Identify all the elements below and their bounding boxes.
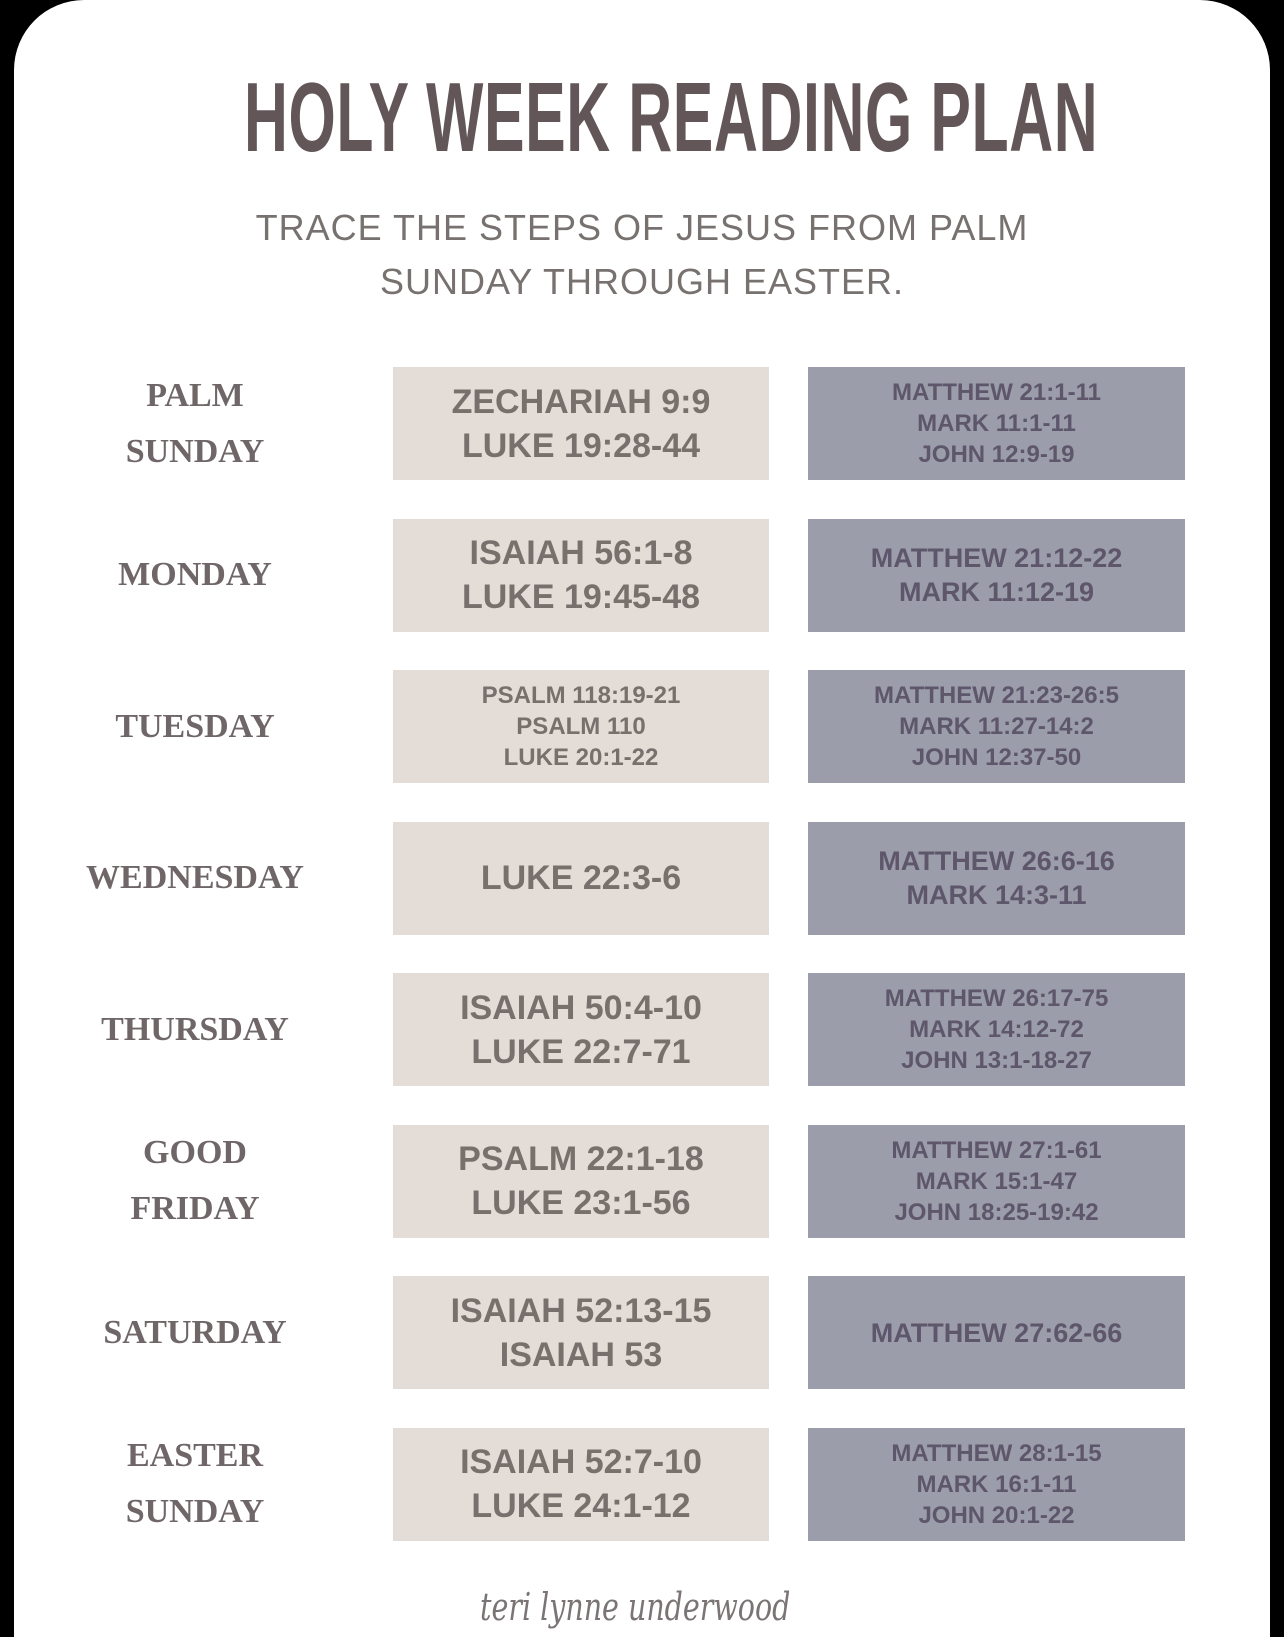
gospel-reading-line: MARK 11:1-11	[917, 410, 1076, 437]
old-testament-reading-line: ISAIAH 52:7-10	[460, 1443, 702, 1481]
gospel-reading	[808, 1125, 1185, 1238]
old-testament-reading-line: LUKE 22:3-6	[480, 859, 682, 897]
gospel-reading-line: MATTHEW 26:6-16	[878, 846, 1115, 876]
old-testament-reading-line: ZECHARIAH 9:9	[451, 382, 711, 421]
old-testament-reading-line: ISAIAH 50:4-10	[460, 988, 702, 1027]
gospel-reading-line: JOHN 12:9-19	[918, 441, 1075, 468]
day-label	[40, 670, 350, 783]
gospel-reading-line: MATTHEW 27:62-66	[870, 1317, 1123, 1348]
day-label-line: SATURDAY	[103, 1313, 287, 1351]
day-label-line: THURSDAY	[101, 1010, 289, 1048]
old-testament-reading	[393, 670, 769, 783]
day-label-line: EASTER	[126, 1437, 264, 1474]
gospel-reading-line: MARK 11:12-19	[898, 577, 1095, 607]
gospel-reading-line: MARK 11:27-14:2	[899, 713, 1094, 740]
day-label	[40, 1276, 350, 1389]
old-testament-reading-line: LUKE 22:7-71	[471, 1032, 691, 1071]
day-label-line: PALM	[146, 376, 244, 414]
gospel-reading-line: MATTHEW 26:17-75	[884, 985, 1109, 1012]
day-label-line: MONDAY	[118, 556, 272, 593]
page-title: HOLY WEEK READING PLAN	[243, 62, 1099, 172]
day-label-line: SUNDAY	[125, 1493, 265, 1530]
old-testament-reading	[393, 822, 769, 935]
gospel-reading-line: MATTHEW 21:23-26:5	[874, 682, 1119, 709]
gospel-reading	[808, 670, 1185, 783]
gospel-reading-line: JOHN 13:1-18-27	[901, 1047, 1092, 1074]
gospel-reading	[808, 1428, 1185, 1541]
old-testament-reading	[393, 1428, 769, 1541]
day-label-line: SUNDAY	[125, 432, 265, 470]
old-testament-reading	[393, 519, 769, 632]
day-label	[40, 519, 350, 632]
old-testament-reading-line: PSALM 118:19-21	[481, 682, 681, 709]
old-testament-reading	[393, 1276, 769, 1389]
gospel-reading-line: MATTHEW 28:1-15	[891, 1439, 1102, 1467]
gospel-reading	[808, 973, 1185, 1086]
gospel-reading-line: MARK 14:12-72	[909, 1016, 1084, 1043]
old-testament-reading	[393, 973, 769, 1086]
gospel-reading-line: MATTHEW 21:1-11	[892, 379, 1101, 406]
day-label	[40, 1428, 350, 1541]
gospel-reading-line: MARK 15:1-47	[915, 1167, 1078, 1195]
day-label-line: FRIDAY	[130, 1190, 260, 1227]
old-testament-reading-line: PSALM 22:1-18	[458, 1140, 704, 1178]
day-label	[40, 973, 350, 1086]
old-testament-reading-line: PSALM 110	[516, 713, 646, 740]
day-label	[40, 1125, 350, 1238]
old-testament-reading-line: ISAIAH 56:1-8	[469, 534, 693, 572]
subtitle-line-2: SUNDAY THROUGH EASTER.	[379, 261, 905, 302]
old-testament-reading-line: ISAIAH 52:13-15	[450, 1291, 712, 1330]
day-label	[40, 822, 350, 935]
old-testament-reading-line: LUKE 19:45-48	[461, 578, 701, 616]
old-testament-reading-line: LUKE 23:1-56	[471, 1184, 691, 1222]
gospel-reading-line: MARK 16:1-11	[916, 1470, 1077, 1498]
day-label	[40, 367, 350, 480]
subtitle-line-1: TRACE THE STEPS OF JESUS FROM PALM	[255, 207, 1029, 248]
gospel-reading-line: MATTHEW 21:12-22	[870, 543, 1123, 573]
day-label-line: TUESDAY	[115, 707, 275, 745]
gospel-reading	[808, 1276, 1185, 1389]
old-testament-reading-line: LUKE 24:1-12	[471, 1487, 691, 1525]
day-label-line: GOOD	[143, 1134, 247, 1171]
author-signature: teri lynne underwood	[480, 1585, 791, 1629]
gospel-reading-line: MARK 14:3-11	[906, 880, 1087, 910]
gospel-reading-line: JOHN 12:37-50	[911, 744, 1082, 771]
gospel-reading-line: JOHN 18:25-19:42	[894, 1198, 1099, 1226]
gospel-reading	[808, 519, 1185, 632]
old-testament-reading	[393, 367, 769, 480]
gospel-reading	[808, 822, 1185, 935]
old-testament-reading-line: LUKE 19:28-44	[461, 426, 701, 465]
gospel-reading-line: MATTHEW 27:1-61	[891, 1136, 1102, 1164]
old-testament-reading-line: ISAIAH 53	[499, 1335, 663, 1374]
gospel-reading-line: JOHN 20:1-22	[918, 1501, 1075, 1529]
old-testament-reading	[393, 1125, 769, 1238]
gospel-reading	[808, 367, 1185, 480]
day-label-line: WEDNESDAY	[86, 859, 304, 896]
old-testament-reading-line: LUKE 20:1-22	[503, 744, 659, 771]
